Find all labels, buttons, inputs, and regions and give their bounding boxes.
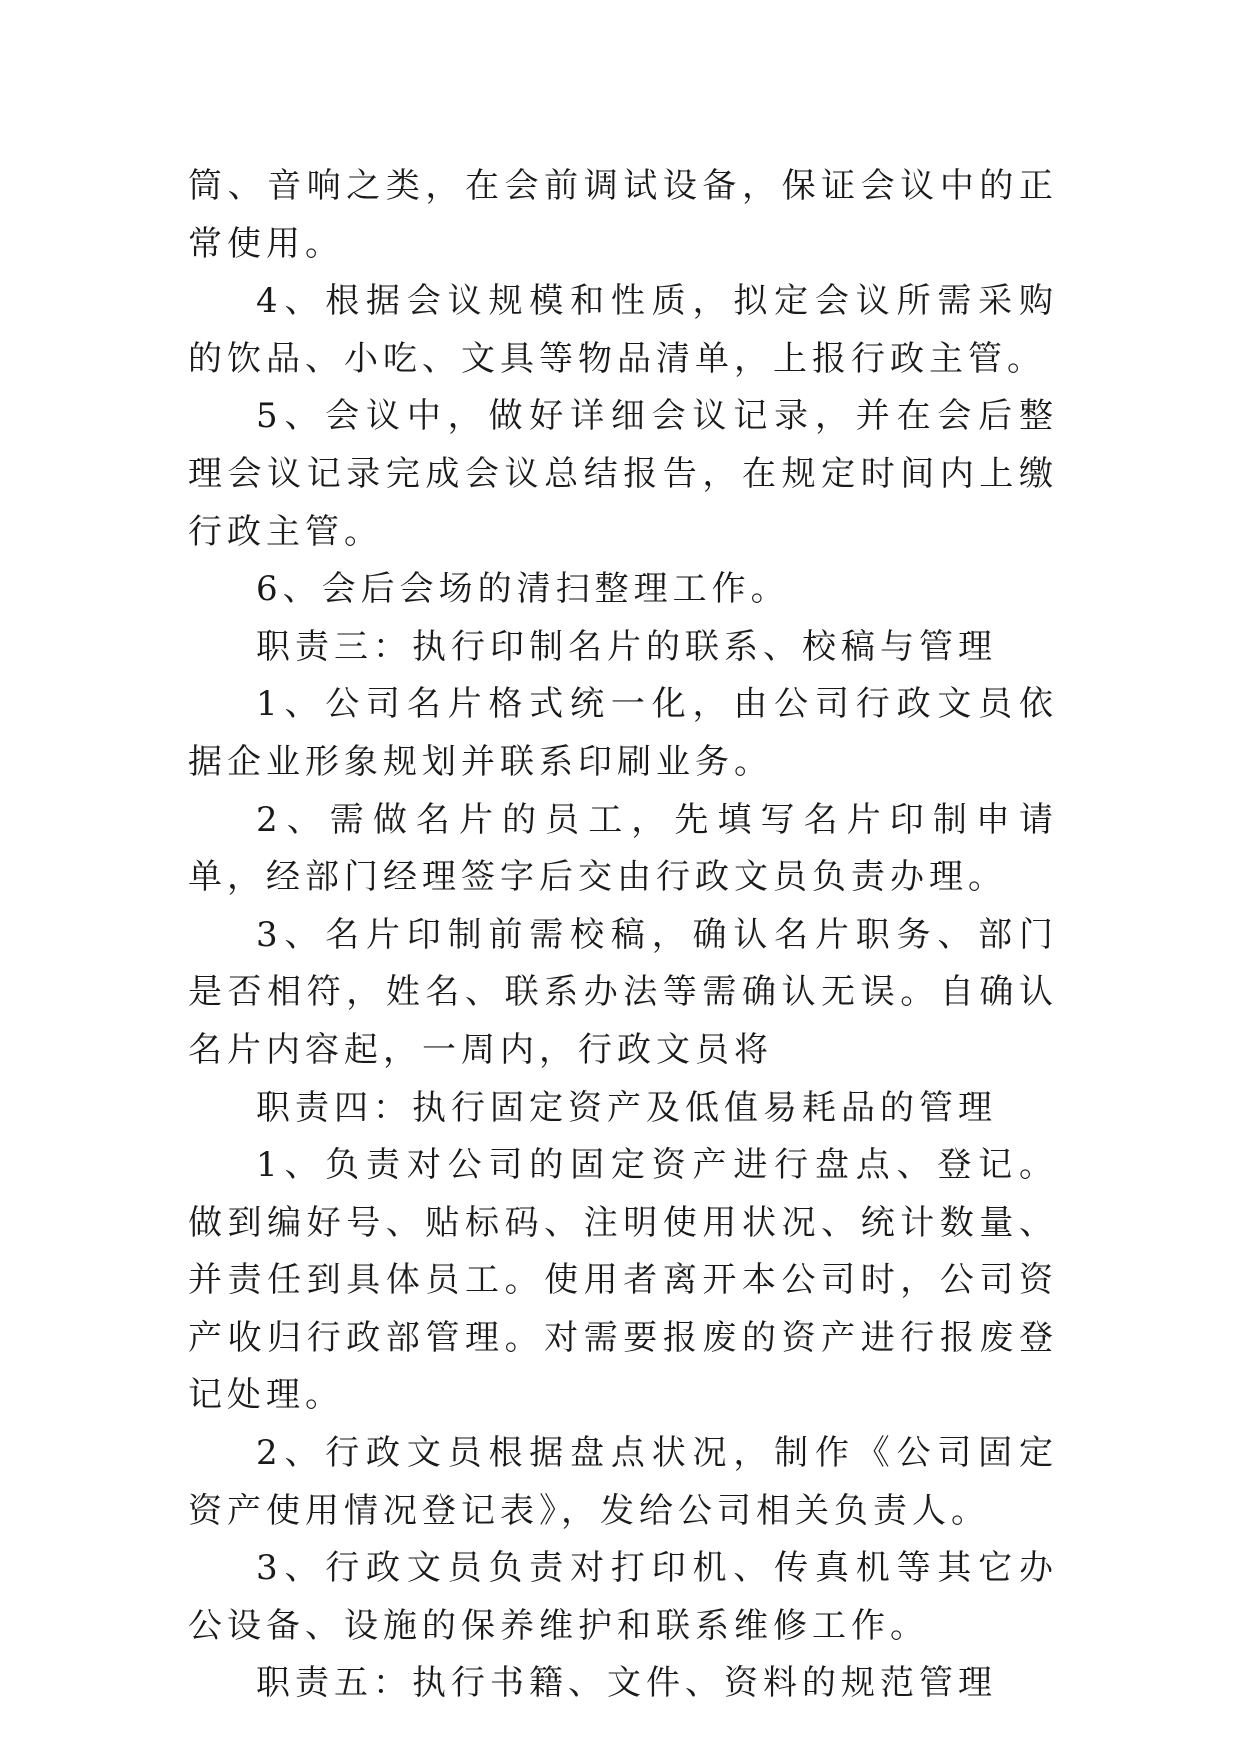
paragraph-duty4-item-3: 3、行政文员负责对打印机、传真机等其它办公设备、设施的保养维护和联系维修工作。 <box>188 1548 1058 1646</box>
paragraph-continuation: 筒、音响之类，在会前调试设备，保证会议中的正常使用。 <box>188 166 1058 264</box>
paragraph-duty3-item-2: 2、需做名片的员工，先填写名片印制申请单，经部门经理签字后交由行政文员负责办理。 <box>188 799 1058 898</box>
section-heading-duty-5: 职责五：执行书籍、文件、资料的规范管理 <box>256 1663 997 1704</box>
paragraph-duty3-item-1: 1、公司名片格式统一化，由公司行政文员依据企业形象规划并联系印刷业务。 <box>188 684 1058 782</box>
document-body <box>188 158 1058 1713</box>
paragraph-duty3-item-3: 3、名片印制前需校稿，确认名片职务、部门是否相符，姓名、联系办法等需确认无误。自确认名片内容起，一周内，行政文员将 <box>188 914 1058 1070</box>
paragraph-duty4-item-2: 2、行政文员根据盘点状况，制作《公司固定资产使用情况登记表》，发给公司相关负责人。 <box>188 1433 1058 1531</box>
section-heading-duty-3: 职责三：执行印制名片的联系、校稿与管理 <box>256 626 997 667</box>
paragraph-item-4: 4、根据会议规模和性质，拟定会议所需采购的饮品、小吃、文具等物品清单，上报行政主管。 <box>188 281 1058 379</box>
section-heading-duty-4: 职责四：执行固定资产及低值易耗品的管理 <box>256 1087 997 1128</box>
paragraph-item-6: 6、会后会场的清扫整理工作。 <box>256 569 790 610</box>
paragraph-item-5: 5、会议中，做好详细会议记录，并在会后整理会议记录完成会议总结报告，在规定时间内上缴行政主管。 <box>188 396 1058 552</box>
paragraph-duty4-item-1: 1、负责对公司的固定资产进行盘点、登记。做到编好号、贴标码、注明使用状况、统计数量、并责任到具体员工。使用者离开本公司时，公司资产收归行政部管理。对需要报废的资产进行报废登记处理。 <box>188 1145 1058 1416</box>
